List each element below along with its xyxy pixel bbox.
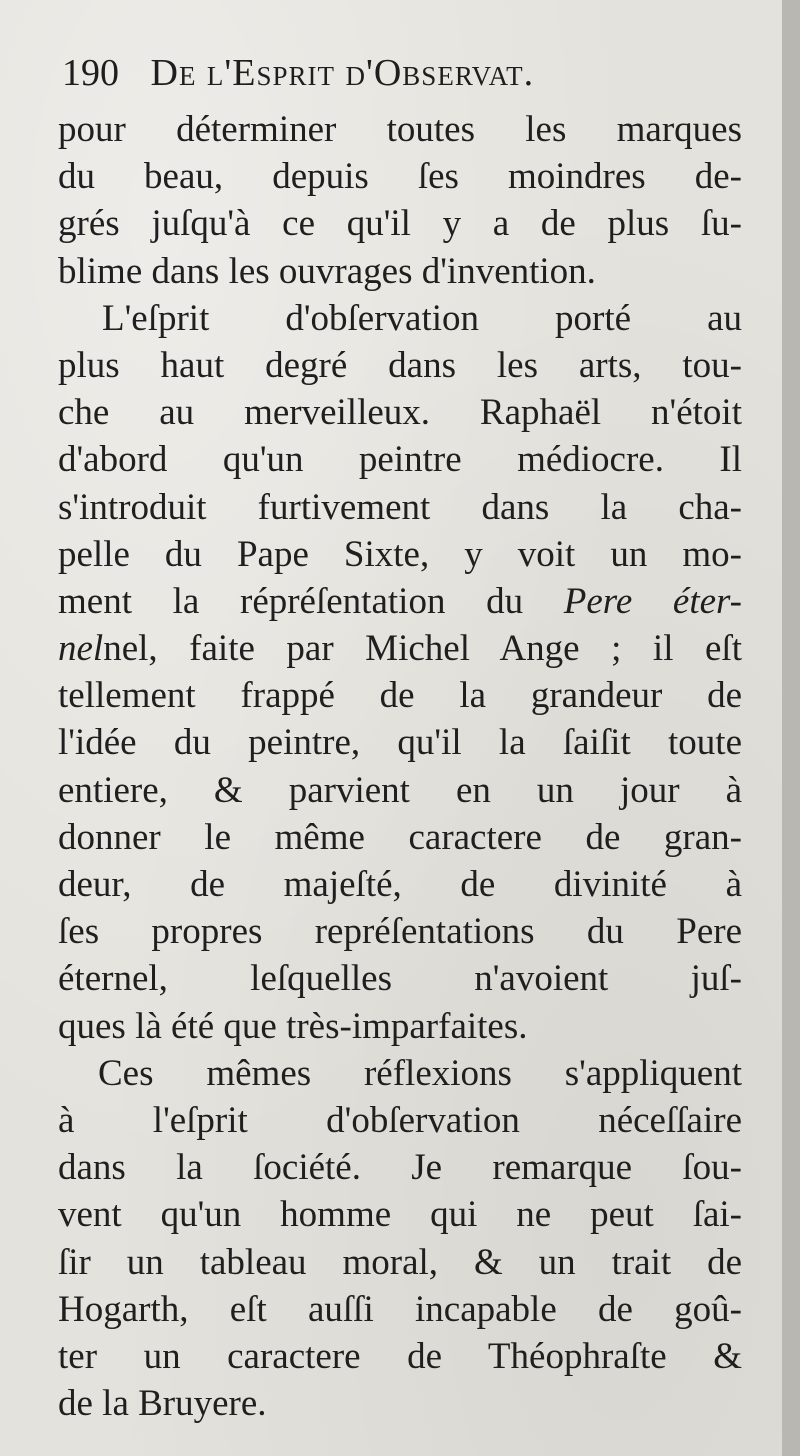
paragraph-first-line: Ces mêmes réflexions s'appliquent (98, 1052, 742, 1094)
text-line: che au merveilleux. Raphaël n'étoit (58, 392, 742, 434)
text-line: ques là été que très-imparfaites. (58, 1005, 528, 1047)
text-line: grés juſqu'à ce qu'il y a de plus ſu- (58, 203, 742, 245)
text-line: d'abord qu'un peintre médiocre. Il (58, 439, 742, 481)
text-line: pelle du Pape Sixte, y voit un mo- (58, 533, 742, 575)
page-number: 190 (62, 52, 119, 94)
running-title: De l'Esprit d'Observat. (150, 52, 535, 94)
text-line: entiere, & parvient en un jour à (58, 769, 742, 811)
text-line: ter un caractere de Théophraſte & (58, 1335, 742, 1377)
page-header (62, 50, 752, 96)
text-line: plus haut degré dans les arts, tou- (58, 344, 742, 386)
text-line: ſes propres repréſentations du Pere (58, 911, 742, 953)
text-line: s'introduit furtivement dans la cha- (58, 486, 742, 528)
text-line: donner le même caractere de gran- (58, 816, 742, 858)
body-text (58, 106, 742, 1427)
text-segment: ment la répréſentation du (58, 580, 524, 622)
text-line: deur, de majeſté, de divinité à (58, 864, 742, 905)
italic-text: nel (58, 628, 104, 670)
text-line: dans la ſociété. Je remarque ſou- (58, 1147, 742, 1189)
text-line: l'idée du peintre, qu'il la ſaiſit toute (58, 722, 742, 764)
text-line-with-italic (58, 625, 742, 672)
text-line: tellement frappé de la grandeur de (58, 675, 742, 717)
text-line: vent qu'un homme qui ne peut ſai- (58, 1194, 742, 1236)
text-line: Hogarth, eſt auſſi incapable de goû- (58, 1288, 742, 1330)
text-segment: nel, faite par Michel Ange ; il eſt (103, 628, 742, 670)
text-line: ſir un tableau moral, & un trait de (58, 1241, 742, 1283)
text-line-with-italic (58, 578, 742, 625)
paragraph-first-line: L'eſprit d'obſervation porté au (102, 297, 742, 339)
text-line: éternel, leſquelles n'avoient juſ- (58, 958, 742, 1000)
text-line: du beau, depuis ſes moindres de- (58, 156, 742, 198)
text-line: blime dans les ouvrages d'invention. (58, 250, 596, 292)
text-line: de la Bruyere. (58, 1383, 267, 1425)
italic-text: Pere éter- (563, 580, 742, 622)
text-line: à l'eſprit d'obſervation néceſſaire (58, 1099, 742, 1141)
text-line: pour déterminer toutes les marques (58, 109, 742, 150)
